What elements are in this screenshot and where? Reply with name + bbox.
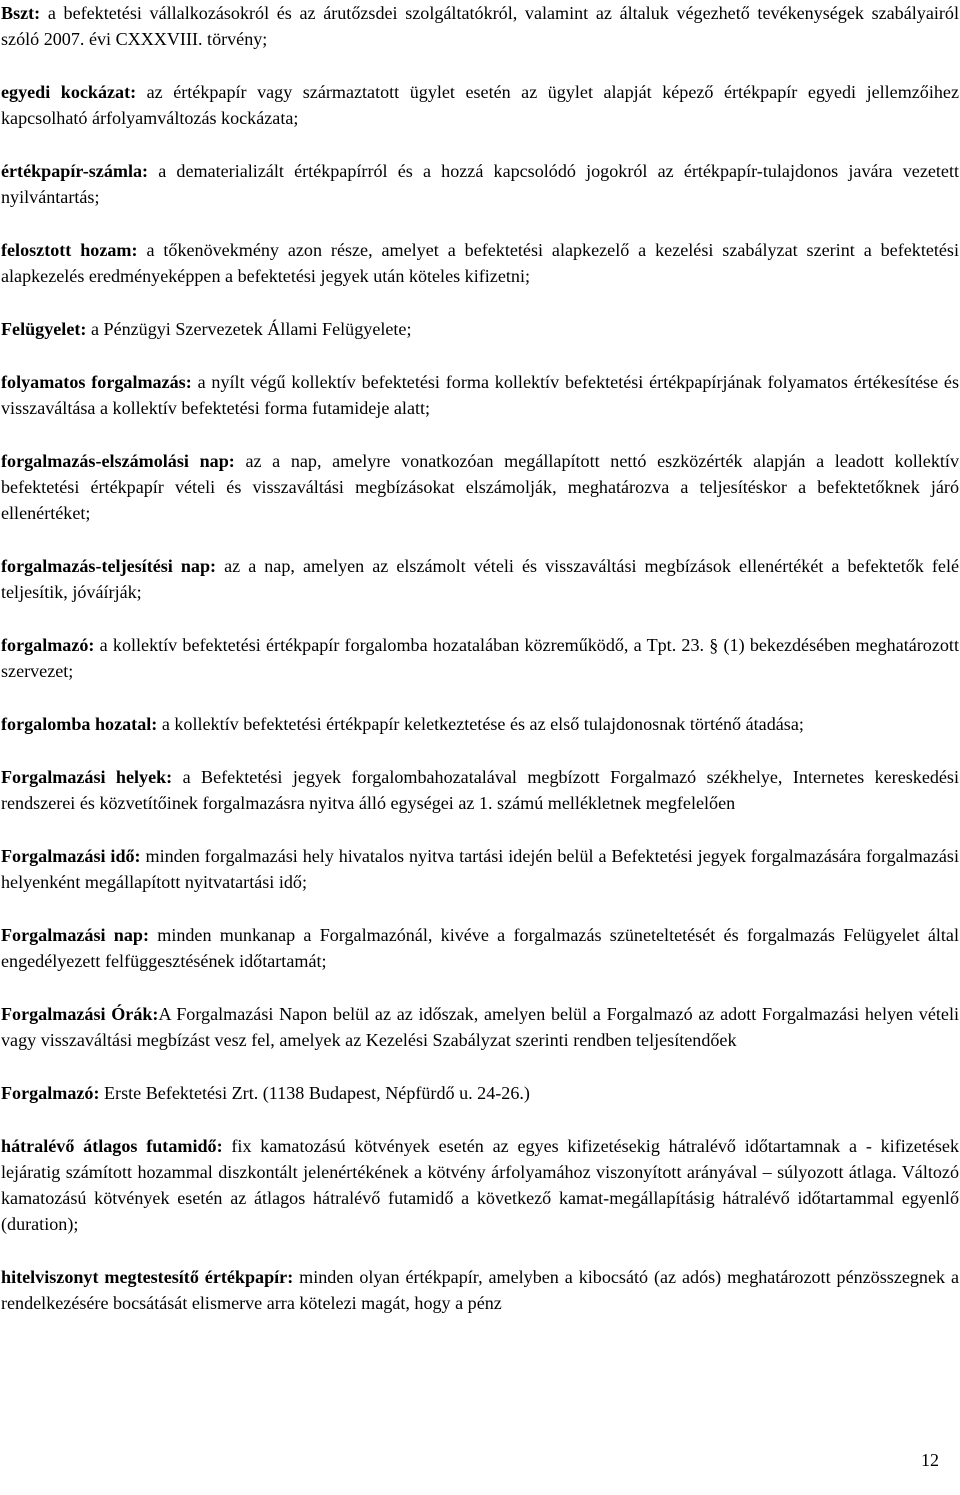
definition-text: a kollektív befektetési értékpapír forgalomba hozatalában közreműködő, a Tpt. 23. § (1) bekezdésében meghatározott szervezet; [1,635,959,681]
definition-text: minden forgalmazási hely hivatalos nyitva tartási idején belül a Befektetési jegyek forgalmazására forgalmazási helyenként megállapított nyitvatartási idő; [1,846,959,892]
definition-text: a kollektív befektetési értékpapír keletkeztetése és az első tulajdonosnak történő átadása; [157,714,804,734]
page-number: 12 [921,1450,939,1470]
definition-forgalmazas-teljesitesi-nap [1,553,959,605]
definition-hatralevo-atlagos-futamido [1,1133,959,1237]
definition-forgalmazas-elszamolasi-nap [1,448,959,526]
definition-term: Forgalmazási helyek: [1,767,173,787]
definition-text: A Forgalmazási Napon belül az az időszak, amelyen belül a Forgalmazó az adott Forgalmazási helyen vételi vagy visszaváltási megbízást vesz fel, amelyek az Kezelési Szabályzat szerinti rendben teljesítendőek [1,1004,959,1050]
definition-term: hitelviszonyt megtestesítő értékpapír: [1,1267,294,1287]
definition-term: Felügyelet: [1,319,87,339]
definition-ertekpapir-szamla [1,158,959,210]
definition-term: forgalmazás-elszámolási nap: [1,451,235,471]
definition-term: egyedi kockázat: [1,82,137,102]
definition-term: Bszt: [1,3,41,23]
definition-term: felosztott hozam: [1,240,138,260]
definition-term: Forgalmazási idő: [1,846,141,866]
definition-text: fix kamatozású kötvények esetén az egyes kifizetésekig hátralévő időtartamnak a - kifizetések lejáratig számított hozammal diszkontált jelenértékének a kötvény árfolyamához viszonyított arányával – súlyozott átlaga. Változó kamatozású kötvények esetén az átlagos hátralévő futamidő a következő kamat-megállapításig hátralévő időtartammal egyenlő (duration); [1,1136,959,1234]
definition-forgalmazasi-helyek [1,764,959,816]
definition-forgalmazasi-orak [1,1001,959,1053]
definition-text: minden munkanap a Forgalmazónál, kivéve a forgalmazás szüneteltetését és forgalmazás Felügyelet által engedélyezett felfüggesztésének időtartamát; [1,925,959,971]
definition-term: hátralévő átlagos futamidő: [1,1136,223,1156]
definition-egyedi-kockazat [1,79,959,131]
definition-term: forgalmazás-teljesítési nap: [1,556,217,576]
definition-text: Erste Befektetési Zrt. (1138 Budapest, Népfürdő u. 24-26.) [99,1083,530,1103]
definition-text: a befektetési vállalkozásokról és az árutőzsdei szolgáltatókról, valamint az általuk végezhető tevékenységek szabályairól szóló 2007. évi CXXXVIII. törvény; [1,3,959,49]
definition-text: az értékpapír vagy származtatott ügylet esetén az ügylet alapját képező értékpapír egyedi jellemzőihez kapcsolható árfolyamváltozás kockázata; [1,82,959,128]
definition-text: a nyílt végű kollektív befektetési forma kollektív befektetési értékpapírjának folyamatos értékesítése és visszaváltása a kollektív befektetési forma futamideje alatt; [1,372,960,418]
definition-term: Forgalmazási Órák: [1,1004,159,1024]
definition-hitelviszonyt-megtestesito-ertekpapir [1,1264,959,1316]
definition-text: a dematerializált értékpapírról és a hozzá kapcsolódó jogokról az értékpapír-tulajdonos javára vezetett nyilvántartás; [1,161,959,207]
definition-text: minden olyan értékpapír, amelyben a kibocsátó (az adós) meghatározott pénzösszegnek a rendelkezésére bocsátását elismerve arra kötelezi magát, hogy a pénz [1,1267,959,1313]
definition-forgalmazasi-nap [1,922,959,974]
definition-forgalmazasi-ido [1,843,959,895]
definition-term: értékpapír-számla: [1,161,149,181]
definition-term: forgalmazó: [1,635,95,655]
definition-forgalomba-hozatal [1,711,959,737]
definition-forgalmazo-cegnev [1,1080,959,1106]
definition-forgalmazo [1,632,959,684]
definition-text: az a nap, amelyre vonatkozóan megállapított nettó eszközérték alapján a leadott kollektív befektetési értékpapír vételi és visszaváltási megbízásokat elszámolják, meghatározva a teljesítéskor a befektetőknek járó ellenértéket; [1,451,959,523]
definition-text: az a nap, amelyen az elszámolt vételi és visszaváltási megbízások ellenértékét a befektetők felé teljesítik, jóváírják; [1,556,959,602]
definition-term: Forgalmazási nap: [1,925,149,945]
definition-felugyelet [1,316,959,342]
definition-text: a tőkenövekmény azon része, amelyet a befektetési alapkezelő a kezelési szabályzat szerint a befektetési alapkezelés eredményeképpen a befektetési jegyek után köteles kifizetni; [1,240,959,286]
definition-felosztott-hozam [1,237,959,289]
definition-term: folyamatos forgalmazás: [1,372,192,392]
definition-term: Forgalmazó: [1,1083,100,1103]
definition-text: a Befektetési jegyek forgalombahozatalával megbízott Forgalmazó székhelye, Internetes kereskedési rendszerei és közvetítőinek forgalmazásra nyitva álló egységei az 1. számú mellékletnek megfelelően [1,767,959,813]
definition-folyamatos-forgalmazas [1,369,959,421]
definition-bszt [1,0,959,52]
definition-text: a Pénzügyi Szervezetek Állami Felügyelete; [86,319,412,339]
definition-term: forgalomba hozatal: [1,714,158,734]
